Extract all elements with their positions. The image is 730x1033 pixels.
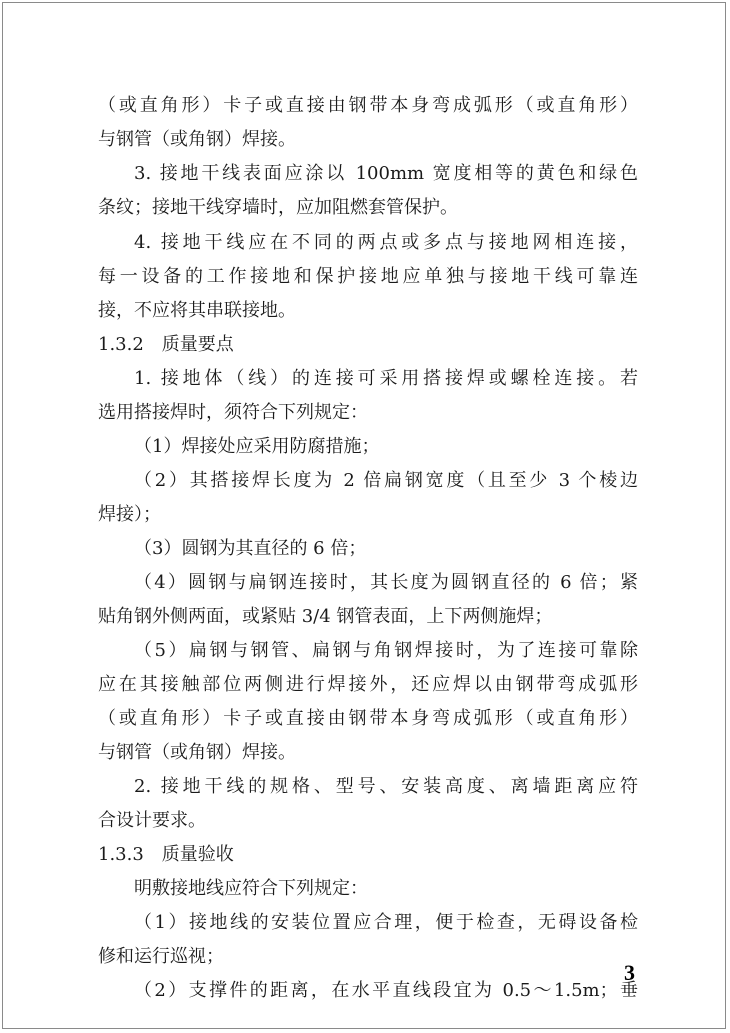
text-line: （3）圆钢为其直径的 6 倍； bbox=[134, 538, 367, 559]
text-line: （2）支撑件的距离，在水平直线段宜为 0.5～1.5m；垂 bbox=[134, 980, 638, 1001]
text-line: 与钢管（或角钢）焊接。 bbox=[98, 129, 296, 150]
document-page bbox=[2, 2, 726, 1029]
text-line: 3. 接地干线表面应涂以 100mm 宽度相等的黄色和绿色 bbox=[134, 163, 638, 184]
text-line: 选用搭接焊时，须符合下列规定： bbox=[98, 402, 368, 423]
section-heading: 1.3.2 质量要点 bbox=[98, 334, 234, 355]
text-line: （或直角形）卡子或直接由钢带本身弯成弧形（或直角形） bbox=[98, 95, 638, 116]
text-line: 与钢管（或角钢）焊接。 bbox=[98, 742, 296, 763]
text-line: （4）圆钢与扁钢连接时，其长度为圆钢直径的 6 倍；紧 bbox=[134, 572, 638, 593]
text-line: 应在其接触部位两侧进行焊接外，还应焊以由钢带弯成弧形 bbox=[98, 674, 638, 695]
text-line: （或直角形）卡子或直接由钢带本身弯成弧形（或直角形） bbox=[98, 708, 638, 729]
text-line: （2）其搭接焊长度为 2 倍扁钢宽度（且至少 3 个棱边 bbox=[134, 470, 638, 491]
text-line: 合设计要求。 bbox=[98, 810, 206, 831]
text-line: 明敷接地线应符合下列规定： bbox=[134, 878, 368, 899]
text-line: 2. 接地干线的规格、型号、安装高度、离墙距离应符 bbox=[134, 776, 638, 797]
text-line: 贴角钢外侧两面，或紧贴 3/4 钢管表面，上下两侧施焊； bbox=[98, 606, 553, 627]
text-line: 4. 接地干线应在不同的两点或多点与接地网相连接， bbox=[134, 232, 638, 253]
text-line: （1）接地线的安装位置应合理，便于检查，无碍设备检 bbox=[134, 912, 638, 933]
section-heading: 1.3.3 质量验收 bbox=[98, 844, 234, 865]
text-line: 每一设备的工作接地和保护接地应单独与接地干线可靠连 bbox=[98, 266, 638, 287]
text-line: 修和运行巡视； bbox=[98, 946, 224, 967]
text-line: 条纹；接地干线穿墙时，应加阻燃套管保护。 bbox=[98, 197, 458, 218]
page-number: 3 bbox=[624, 960, 635, 985]
text-line: （5）扁钢与钢管、扁钢与角钢焊接时，为了连接可靠除 bbox=[134, 640, 638, 661]
text-line: 焊接）； bbox=[98, 504, 161, 525]
text-line: （1）焊接处应采用防腐措施； bbox=[134, 436, 380, 457]
text-line: 接，不应将其串联接地。 bbox=[98, 300, 296, 321]
text-line: 1. 接地体（线）的连接可采用搭接焊或螺栓连接。若 bbox=[134, 368, 638, 389]
